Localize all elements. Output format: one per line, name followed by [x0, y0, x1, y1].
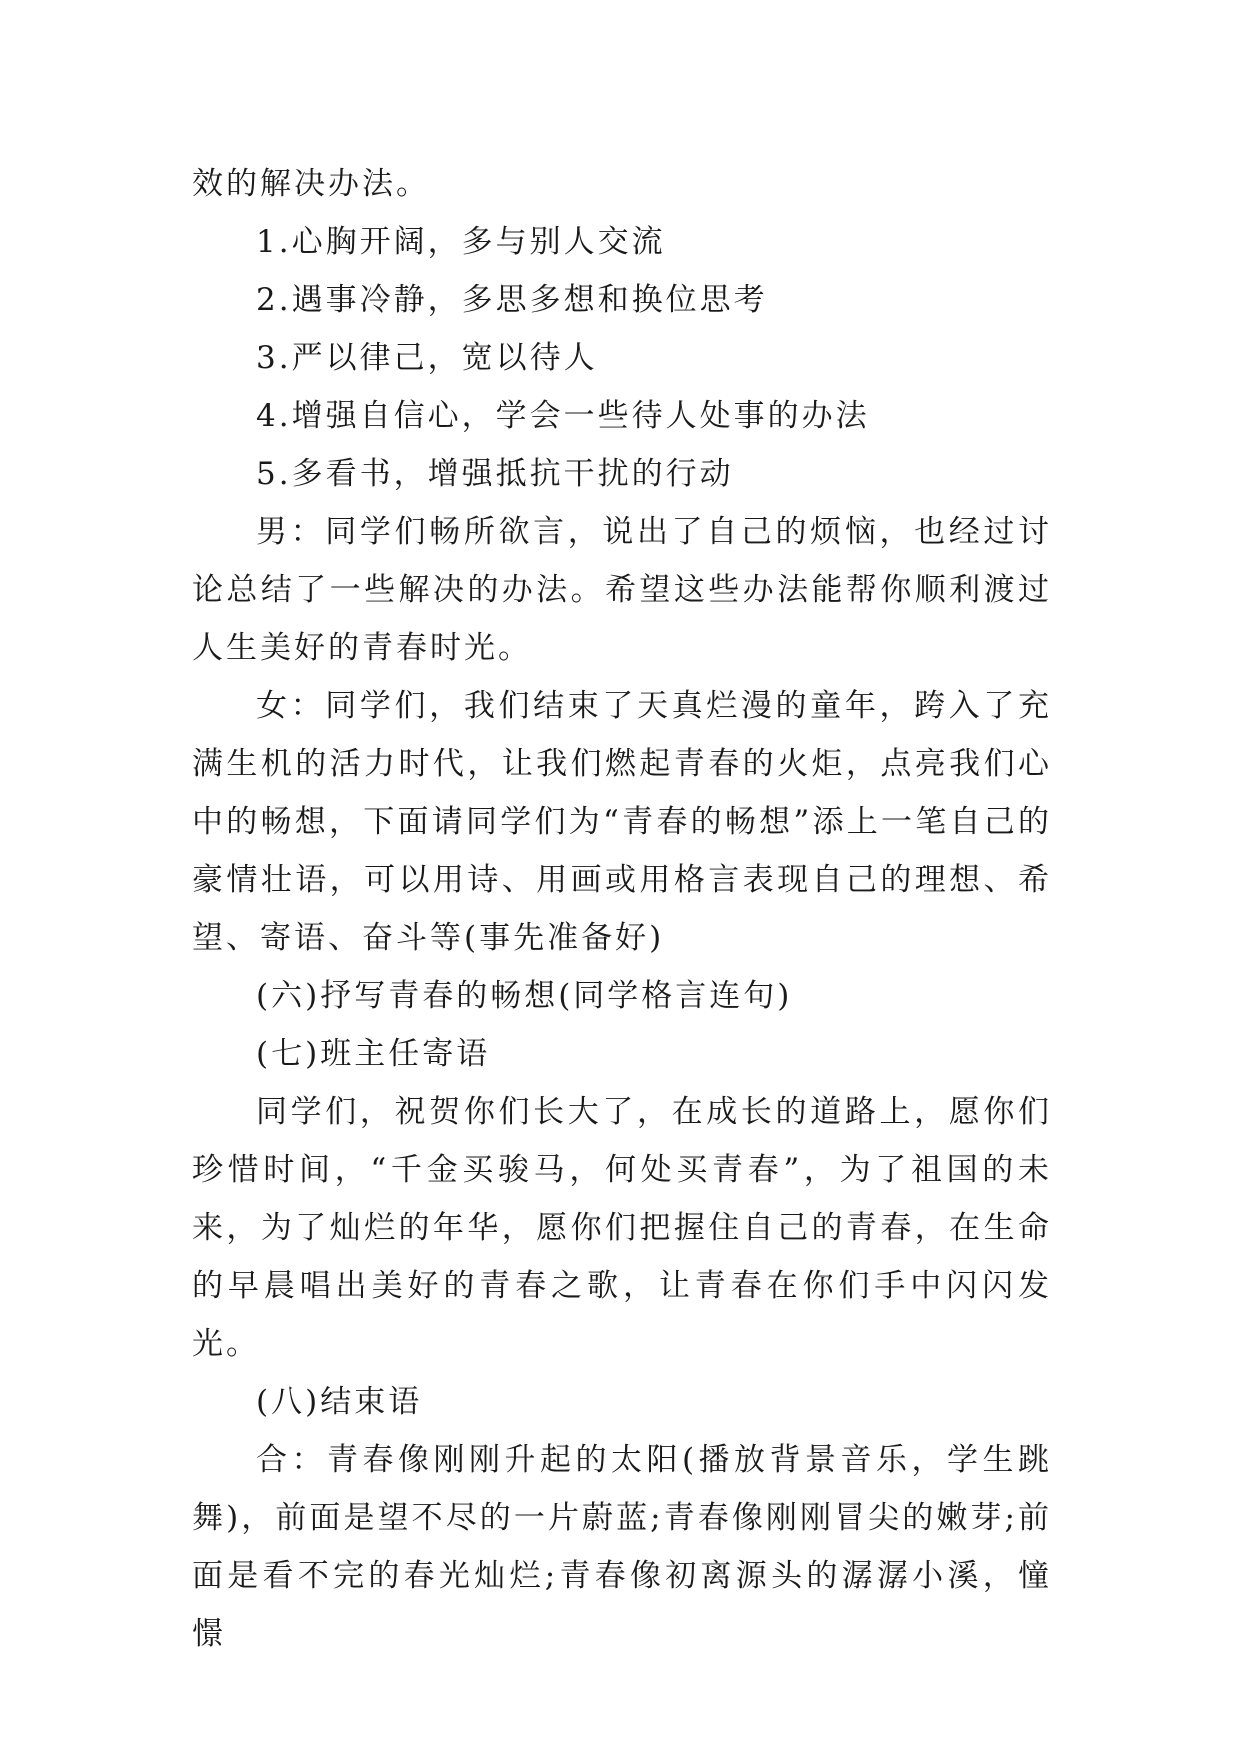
section-heading-6: (六)抒写青春的畅想(同学格言连句)	[256, 978, 793, 1014]
list-item-5: 5.多看书，增强抵抗干扰的行动	[256, 456, 734, 492]
paragraph-female-host: 女：同学们，我们结束了天真烂漫的童年，跨入了充满生机的活力时代，让我们燃起青春的火炬，点亮我们心中的畅想，下面请同学们为“青春的畅想”添上一笔自己的豪情壮语，可以用诗、用画或用格言表现自己的理想、希望、寄语、奋斗等(事先准备好)	[192, 688, 1052, 956]
document-body	[192, 155, 1052, 1663]
list-item-1: 1.心胸开阔，多与别人交流	[256, 224, 666, 260]
paragraph-closing: 合：青春像刚刚升起的太阳(播放背景音乐，学生跳舞)，前面是望不尽的一片蔚蓝;青春像刚刚冒尖的嫩芽;前面是看不完的春光灿烂;青春像初离源头的潺潺小溪，憧憬	[192, 1442, 1052, 1652]
list-item-4: 4.增强自信心，学会一些待人处事的办法	[256, 398, 870, 434]
section-heading-7: (七)班主任寄语	[256, 1036, 491, 1072]
paragraph-male-host: 男：同学们畅所欲言，说出了自己的烦恼，也经过讨论总结了一些解决的办法。希望这些办法能帮你顺利渡过人生美好的青春时光。	[192, 514, 1052, 666]
section-heading-8: (八)结束语	[256, 1384, 423, 1420]
paragraph-teacher-message: 同学们，祝贺你们长大了，在成长的道路上，愿你们珍惜时间，“千金买骏马，何处买青春”，为了祖国的未来，为了灿烂的年华，愿你们把握住自己的青春，在生命的早晨唱出美好的青春之歌，让青春在你们手中闪闪发光。	[192, 1094, 1052, 1362]
list-item-3: 3.严以律己，宽以待人	[256, 340, 598, 376]
list-item-2: 2.遇事冷静，多思多想和换位思考	[256, 282, 768, 318]
paragraph-continuation: 效的解决办法。	[192, 166, 430, 202]
